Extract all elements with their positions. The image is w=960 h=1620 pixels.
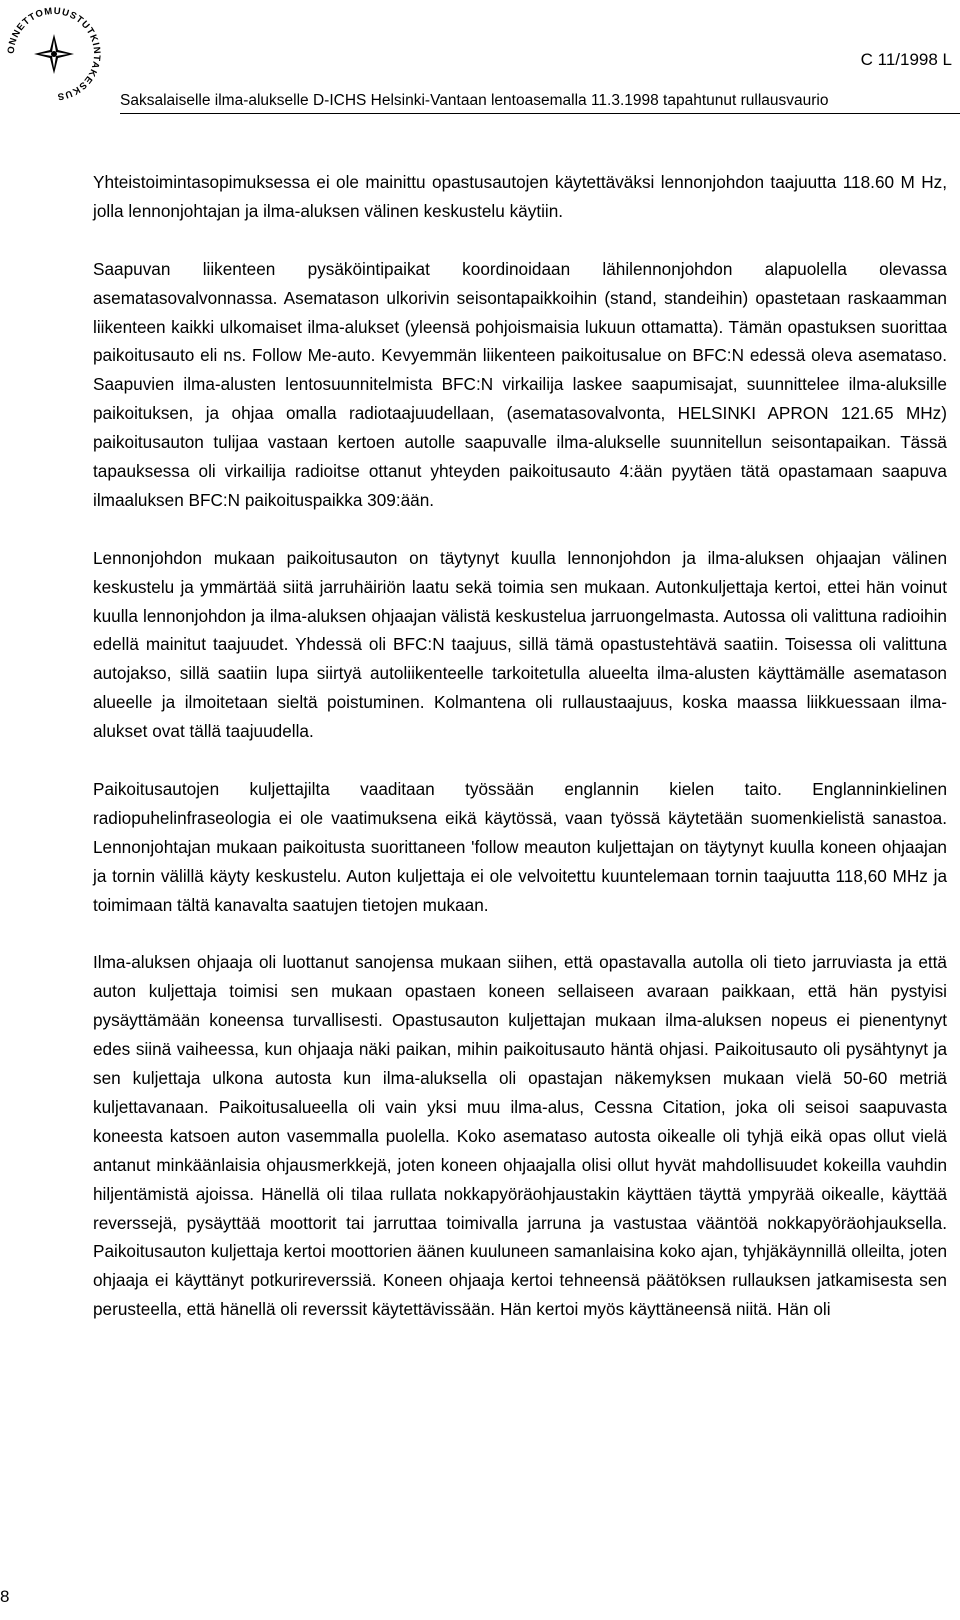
- paragraph: Ilma-aluksen ohjaaja oli luottanut sanojensa mukaan siihen, että opastavalla autolla oli tieto jarruviasta ja että auton kuljettaja toimisi sen mukaan opastaen koneen sellaiseen avaraan paikkaan, että hän pystyisi pysäyttämään koneensa turvallisesti. Opastusauton kuljettajan mukaan ilma-aluksen nopeus ei pienentynyt edes siinä vaiheessa, kun ohjaaja näki paikan, mihin paikoitusauto häntä ohjasi. Paikoitusauto oli pysähtynyt ja sen kuljettaja ulkona autosta kun ilma-aluksella oli opastajan näkemyksen mukaan vielä 50-60 metriä kuljettavanaan. Paikoitusalueella oli vain yksi muu ilma-alus, Cessna Citation, joka oli seisoi saapuvasta koneesta katsoen auton vasemmalla puolella. Koko asemataso autosta oikealle oli tyhjä eikä opas ollut vielä antanut minkäänlaisia ohjausmerkkejä, joten koneen ohjaajalla olisi ollut hyvät mahdollisuudet kokeilla vauhdin hiljentämistä ajoissa. Hänellä oli tilaa rullata nokkapyöräohjaustakin käyttäen täyttä ympyrää oikealle, käyttää reverssejä, pysäyttää moottorit tai jarruttaa toimivalla jarruna ja vastustaa vääntöä nokkapyöräohjauksella. Paikoitusauton kuljettaja kertoi moottorien äänen kuuluneen samanlaisina koko ajan, tyhjäkäynnillä olleilta, joten ohjaaja ei käyttänyt potkurireverssiä. Koneen ohjaaja kertoi tehneensä päätöksen rullauksen jatkamisesta sen perusteella, että hänellä oli reverssit käytettävissään. Hän kertoi myös käyttäneensä niitä. Hän oli: [93, 952, 947, 1320]
- paragraph: Lennonjohdon mukaan paikoitusauton on täytynyt kuulla lennonjohdon ja ilma-aluksen ohjaajan välinen keskustelu ja ymmärtää siitä jarruhäiriön laatu sekä toimia sen mukaan. Autonkuljettaja kertoi, ettei hän voinut kuulla lennonjohdon ja ilma-aluksen ohjaajan välistä keskustelua jarruongelmasta. Autossa oli valittuna radioihin edellä mainitut taajuudet. Yhdessä oli BFC:N taajuus, sillä tämä opastustehtävä saatiin. Toisessa oli valittuna autojakso, sillä saatiin lupa siirtyä autoliikenteelle tarkoitetulla alueelta ilma-alusten käyttämälle asematason alueelle ja ilmoitetaan sieltä poistuminen. Kolmantena oli rullaustaajuus, koska maassa liikkuessaan ilma-alukset ovat tällä taajuudella.: [93, 547, 947, 742]
- logo-star-icon: [34, 34, 74, 74]
- accident-investigation-board-logo: [0, 0, 108, 108]
- paragraph: Paikoitusautojen kuljettajilta vaaditaan työssään englannin kielen taito. Englanninkielinen radiopuhelinfraseologia ei ole vaatimuksena eikä käytössä, vaan työssä käytetään suomenkielistä sanastoa. Lennonjohtajan mukaan paikoitusta suorittaneen 'follow meauton kuljettajan on täytynyt kuulla koneen ohjaajan ja tornin välillä käyty keskustelu. Auton kuljettaja ei ole velvoitettu kuuntelemaan tornin taajuutta 118,60 MHz ja toimimaan tältä kanavalta saatujen tietojen mukaan.: [93, 778, 947, 915]
- body-text: [93, 168, 947, 1353]
- paragraph: Yhteistoimintasopimuksessa ei ole mainittu opastusautojen käytettäväksi lennonjohdon taajuutta 118.60 M Hz, jolla lennonjohtajan ja ilma-aluksen välinen keskustelu käytiin.: [93, 172, 947, 221]
- header-divider: [120, 113, 960, 114]
- logo-text: ONNETTOMUUSTUTKINTAKESKUS: [5, 5, 103, 103]
- document-code: C 11/1998 L: [860, 50, 952, 69]
- page-number: 8: [0, 1587, 10, 1606]
- paragraph: Saapuvan liikenteen pysäköintipaikat koordinoidaan lähilennonjohdon alapuolella olevassa asematasovalvonnassa. Asematason ulkorivin seisontapaikkoihin (stand, standeihin) opastetaan raskaamman liikenteen kaikki ulkomaiset ilma-alukset (yleensä pohjoismaisia lukuun ottamatta). Tämän opastuksen suorittaa paikoitusauto eli ns. Follow Me-auto. Kevyemmän liikenteen paikoitusalue on BFC:N edessä oleva asemataso. Saapuvien ilma-alusten lentosuunnitelmista BFC:N virkailija laskee saapumisajat, suunnittelee ilma-aluksille paikoituksen, ja ohjaa omalla radiotaajuudellaan, (asematasovalvonta, HELSINKI APRON 121.65 MHz) paikoitusauton tulijaa vastaan kertoen autolle saapuvalle ilma-alukselle suunnitellun seisontapaikan. Tässä tapauksessa oli virkailija radioitse ottanut yhteyden paikoitusauto 4:ään pyytäen tätä opastamaan saapuva ilmaaluksen BFC:N paikoituspaikka 309:ään.: [93, 258, 947, 510]
- report-title: Saksalaiselle ilma-alukselle D-ICHS Helsinki-Vantaan lentoasemalla 11.3.1998 tapahtunut rullausvaurio: [120, 92, 829, 109]
